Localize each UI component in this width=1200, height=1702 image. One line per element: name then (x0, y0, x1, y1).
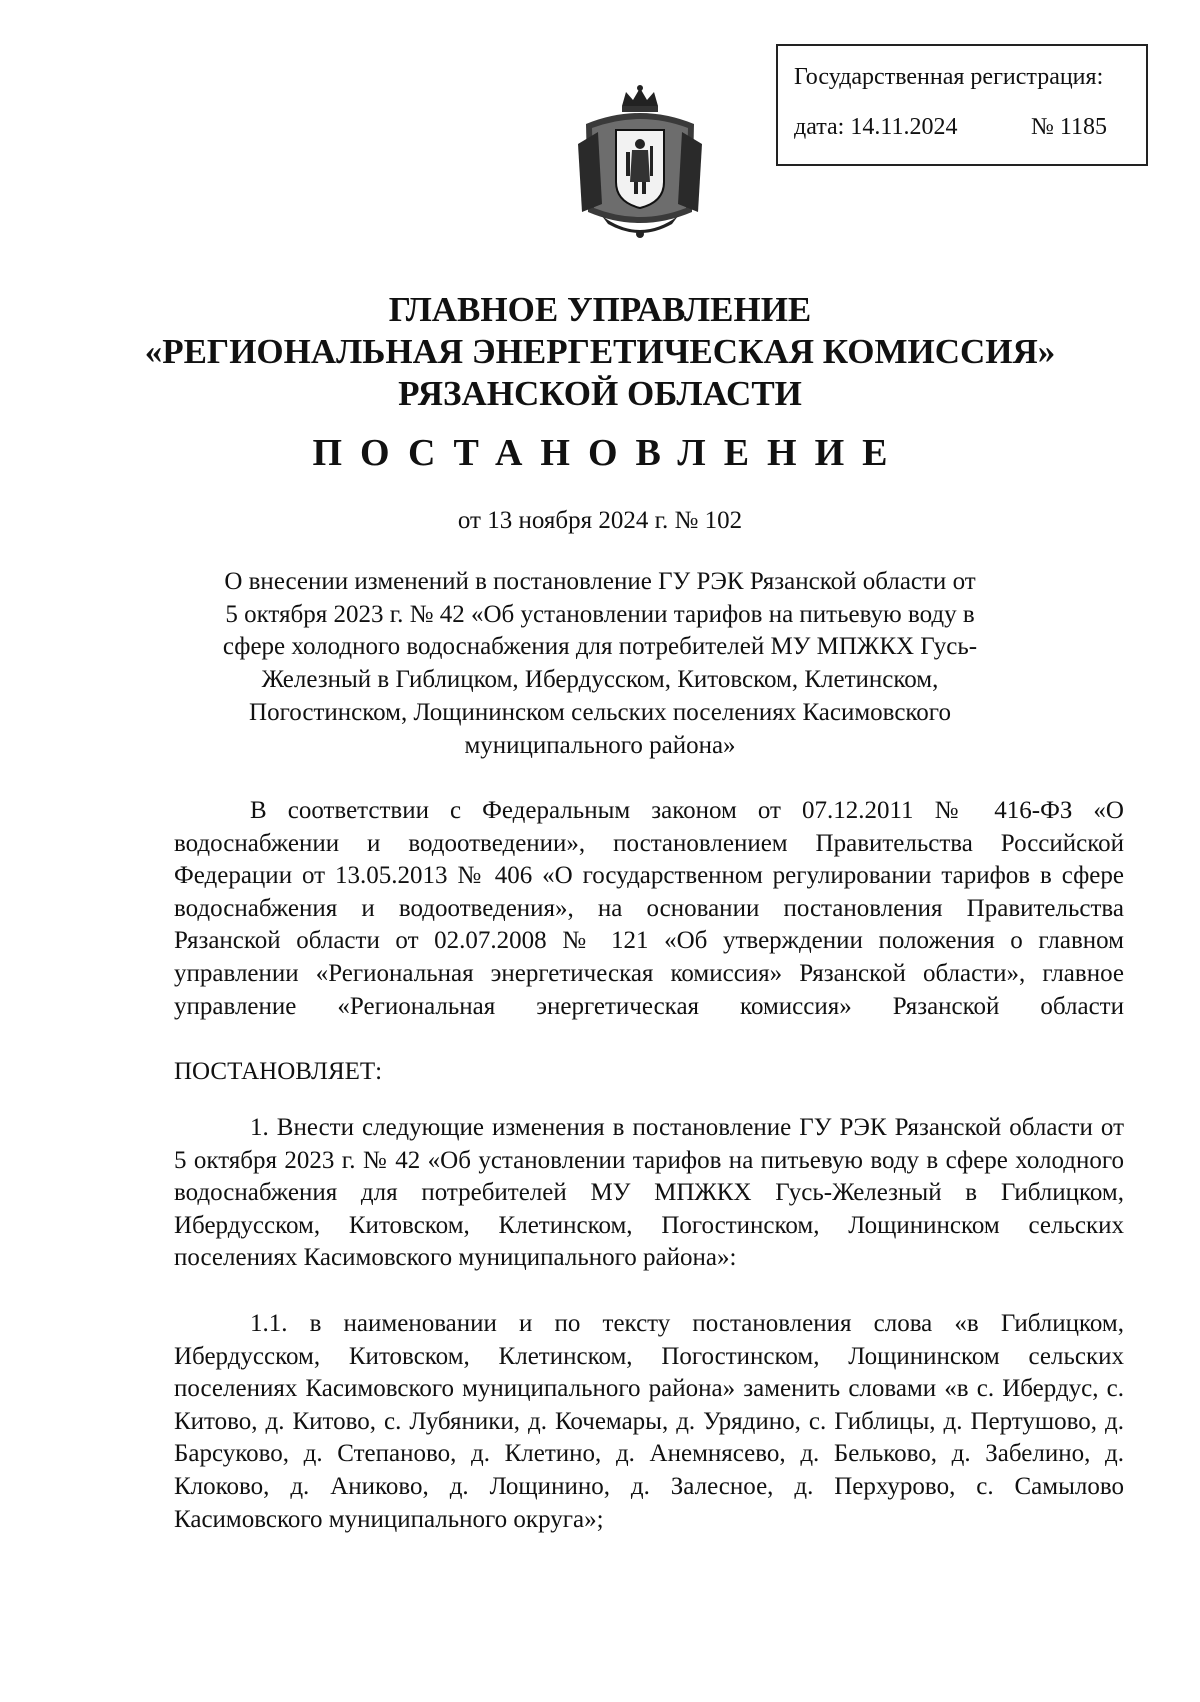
registration-number: № 1185 (1031, 114, 1108, 140)
registration-date: дата: 14.11.2024 (794, 114, 958, 140)
resolves-keyword: ПОСТАНОВЛЯЕТ: (174, 1058, 383, 1085)
org-name-line2: «РЕГИОНАЛЬНАЯ ЭНЕРГЕТИЧЕСКАЯ КОМИССИЯ» (144, 332, 1056, 371)
document-date-number: от 13 ноября 2024 г. № 102 (457, 507, 743, 534)
registration-stamp (776, 44, 1148, 166)
preamble-paragraph: В соответствии с Федеральным законом от 07.12.2011 № 416-ФЗ «О водоснабжении и водоотведении», постановлением Правительства Российской Федерации от 13.05.2013 № 406 «О государственном регулировании тарифов в сфере водоснабжения и водоотведения», на основании постановления Правительства Рязанской области от 02.07.2008 № 121 «Об утверждении положения о главном управлении «Региональная энергетическая комиссия» Рязанской области», главное управление «Региональная энергетическая комиссия» Рязанской области (174, 797, 1124, 1020)
org-name-line1: ГЛАВНОЕ УПРАВЛЕНИЕ (388, 290, 812, 329)
clause-1: 1. Внести следующие изменения в постановление ГУ РЭК Рязанской области от 5 октября 2023 г. № 42 «Об установлении тарифов на питьевую воду в сфере холодного водоснабжения для потребителей МУ МПЖКХ Гусь-Железный в Гиблицком, Ибердусском, Китовском, Клетинском, Погостинском, Лощининском сельских поселениях Касимовского муниципального района»: (174, 1114, 1124, 1272)
coat-of-arms-icon (572, 84, 708, 244)
clause-1-1: 1.1. в наименовании и по тексту постановления слова «в Гиблицком, Ибердусском, Китовском, Клетинском, Погостинском, Лощининском сельских поселениях Касимовского муниципального района» заменить словами «в с. Ибердус, с. Китово, д. Китово, с. Лубяники, д. Кочемары, д. Урядино, с. Гиблицы, д. Пертушово, д. Барсуково, д. Степаново, д. Клетино, д. Анемнясево, д. Бельково, д. Забелино, д. Клоково, д. Аниково, д. Лощинино, д. Залесное, д. Перхурово, с. Самылово Касимовского муниципального округа»; (174, 1310, 1124, 1533)
document-type-title: ПОСТАНОВЛЕНИЕ (312, 432, 906, 474)
org-name-line3: РЯЗАНСКОЙ ОБЛАСТИ (398, 374, 802, 413)
document-subject: О внесении изменений в постановление ГУ РЭК Рязанской области от 5 октября 2023 г. № 42 «Об установлении тарифов на питьевую воду в сфере холодного водоснабжения для потребителей МУ МПЖКХ Гусь-Железный в Гиблицком, Ибердусском, Китовском, Клетинском, Погостинском, Лощининском сельских поселениях Касимовского муниципального района» (222, 568, 978, 759)
registration-title: Государственная регистрация: (794, 64, 1104, 90)
